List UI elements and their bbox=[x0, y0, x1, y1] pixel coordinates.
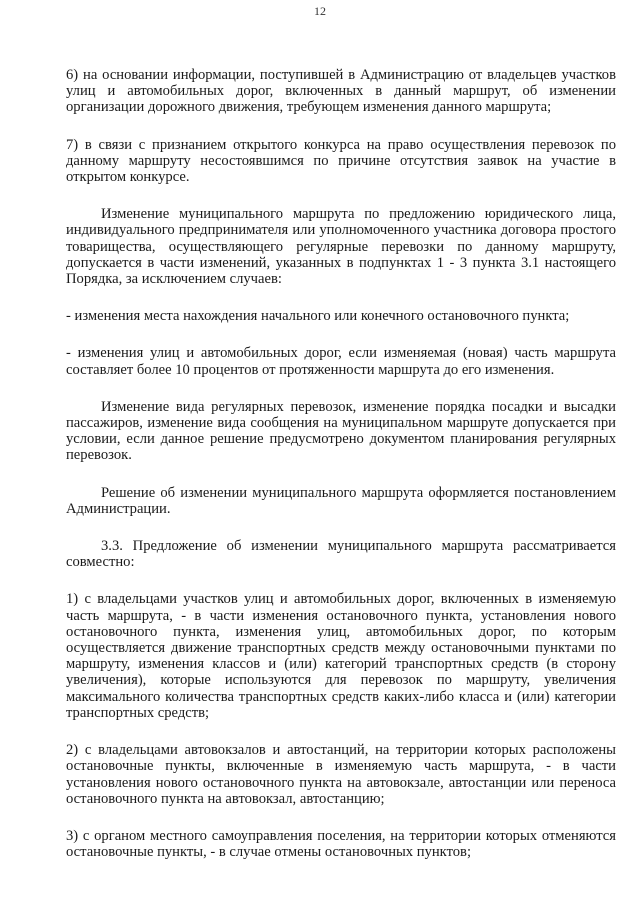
paragraph-consult-1: 1) с владельцами участков улиц и автомобильных дорог, включенных в изменяемую часть маршрута, - в части изменения остановочного пункта, установления нового остановочного пункта, изменения улиц, автомобильных дорог, по которым осуществляется движение транспортных средств между остановочными пунктами по маршруту, изменения классов и (или) категорий транспортных средств (в сторону увеличения), которые используются для перевозок по маршруту, увеличения максимального количества транспортных средств каких-либо класса и (или) категории транспортных средств; bbox=[66, 591, 616, 721]
paragraph-exception-2: - изменения улиц и автомобильных дорог, если изменяемая (новая) часть маршрута составляет более 10 процентов от протяженности маршрута до его изменения. bbox=[66, 345, 616, 378]
paragraph-consult-3: 3) с органом местного самоуправления поселения, на территории которых отменяются остановочные пункты, - в случае отмены остановочных пунктов; bbox=[66, 827, 616, 861]
paragraph-item-6: 6) на основании информации, поступившей в Администрацию от владельцев участков улиц и автомобильных дорог, включенных в данный маршрут, об изменении организации дорожного движения, требующем изменения данного маршрута; bbox=[66, 67, 616, 116]
paragraph-exception-1: - изменения места нахождения начального или конечного остановочного пункта; bbox=[66, 308, 570, 325]
paragraph-consult-2: 2) с владельцами автовокзалов и автостанций, на территории которых расположены остановочные пункты, включенные в изменяемую часть маршрута, - в части установления нового остановочного пункта на автовокзале, автостанции или переноса остановочного пункта на автовокзал, автостанцию; bbox=[66, 742, 616, 807]
paragraph-route-change-conditions: Изменение муниципального маршрута по предложению юридического лица, индивидуального предпринимателя или уполномоченного участника договора простого товарищества, осуществляющего регулярные перевозки по данному маршруту, допускается в части изменений, указанных в подпунктах 1 - 3 пункта 3.1 настоящего Порядка, за исключением случаев: bbox=[66, 206, 616, 288]
paragraph-item-7: 7) в связи с признанием открытого конкурса на право осуществления перевозок по данному маршруту несостоявшимся по причине отсутствия заявок на участие в открытом конкурсе. bbox=[66, 136, 616, 186]
paragraph-section-3-3: 3.3. Предложение об изменении муниципального маршрута рассматривается совместно: bbox=[66, 538, 616, 571]
document-body bbox=[66, 67, 616, 881]
paragraph-transport-type-change: Изменение вида регулярных перевозок, изменение порядка посадки и высадки пассажиров, изменение вида сообщения на муниципальном маршруте допускается при условии, если данное решение предусмотрено документом планирования регулярных перевозок. bbox=[66, 398, 616, 464]
page-number: 12 bbox=[314, 4, 326, 18]
paragraph-decision: Решение об изменении муниципального маршрута оформляется постановлением Администрации. bbox=[66, 484, 616, 517]
